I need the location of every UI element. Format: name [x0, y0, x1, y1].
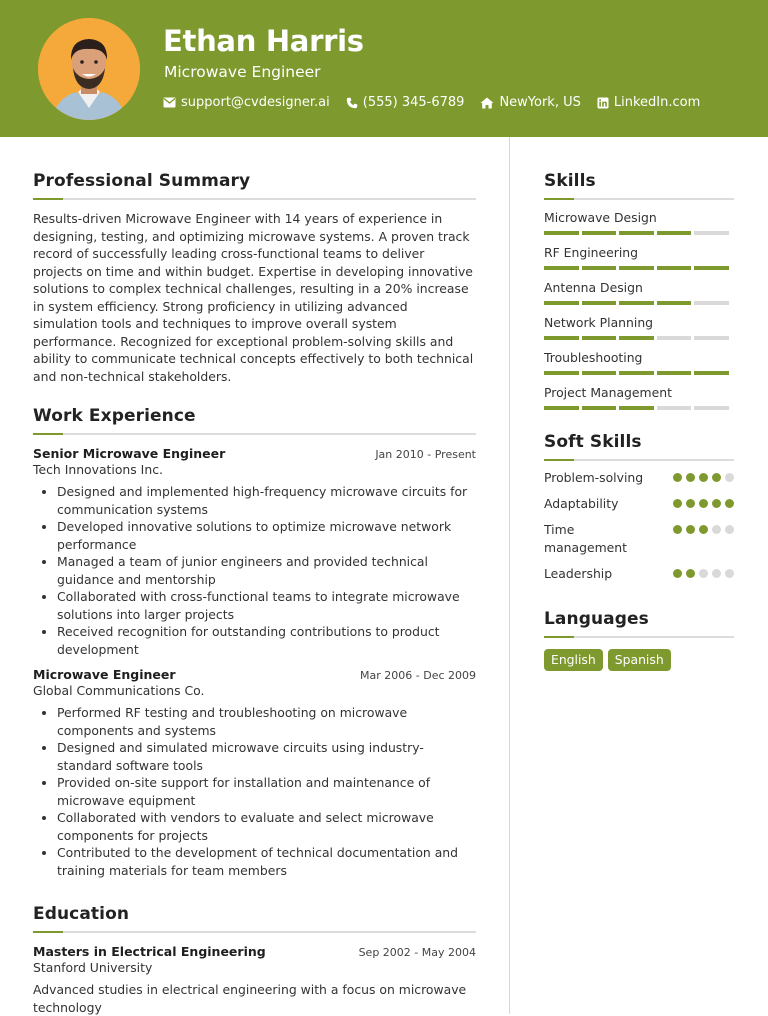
skill-level-segment	[619, 406, 654, 410]
soft-skill-name: Time management	[544, 522, 628, 555]
linkedin-icon	[597, 97, 609, 109]
skill-level-segment	[544, 406, 579, 410]
soft-skills-section	[544, 432, 734, 583]
school-name: Stanford University	[33, 960, 153, 975]
rating-dot	[673, 499, 682, 508]
soft-skill-rating	[673, 495, 734, 513]
contact-linkedin-text: LinkedIn.com	[613, 95, 701, 110]
list-item: • Collaborated with cross-functional teams to integrate microwave solutions into larger projects	[57, 588, 476, 623]
education-heading: Education	[33, 904, 130, 924]
skill-level-segment	[544, 266, 579, 270]
skill-level-segment	[657, 266, 692, 270]
rating-dot	[699, 525, 708, 534]
skill-level-segment	[694, 301, 729, 305]
languages-heading: Languages	[544, 609, 649, 629]
rating-dot	[699, 473, 708, 482]
skill-item	[544, 315, 734, 340]
rating-dot	[725, 499, 734, 508]
skill-level-segment	[619, 231, 654, 235]
skills-list	[544, 210, 734, 410]
skill-level-segment	[657, 336, 692, 340]
section-rule	[544, 459, 734, 461]
skill-level-segment	[582, 266, 617, 270]
skill-level-segment	[582, 406, 617, 410]
rating-dot	[686, 525, 695, 534]
skill-level-segment	[694, 406, 729, 410]
skill-level-bar	[544, 301, 734, 305]
skill-level-segment	[694, 371, 729, 375]
soft-skill-rating	[673, 469, 734, 487]
rating-dot	[725, 473, 734, 482]
envelope-icon	[163, 97, 176, 108]
skill-level-segment	[619, 336, 654, 340]
experience-section	[33, 406, 476, 879]
skill-level-bar	[544, 371, 734, 375]
rating-dot	[686, 569, 695, 578]
job-company: Tech Innovations Inc.	[33, 462, 163, 477]
skill-item	[544, 350, 734, 375]
skill-level-segment	[544, 336, 579, 340]
soft-skills-heading: Soft Skills	[544, 432, 642, 452]
skill-level-bar	[544, 266, 734, 270]
language-tag: English	[544, 649, 603, 671]
rating-dot	[725, 569, 734, 578]
rating-dot	[673, 473, 682, 482]
rating-dot	[686, 473, 695, 482]
rating-dot	[686, 499, 695, 508]
language-tag: Spanish	[608, 649, 671, 671]
job-company: Global Communications Co.	[33, 683, 205, 698]
skill-level-segment	[619, 266, 654, 270]
contact-email[interactable]	[163, 95, 330, 110]
skill-level-bar	[544, 336, 734, 340]
rating-dot	[712, 525, 721, 534]
list-item: • Designed and simulated microwave circuits using industry-standard software tools	[57, 739, 476, 774]
job-entry	[33, 446, 476, 658]
home-icon	[480, 97, 494, 109]
candidate-title: Microwave Engineer	[164, 63, 321, 81]
list-item: • Contributed to the development of technical documentation and training materials for team members	[57, 844, 476, 879]
skill-level-segment	[582, 371, 617, 375]
skills-heading: Skills	[544, 171, 596, 191]
soft-skill-rating	[673, 565, 734, 583]
education-description: Advanced studies in electrical engineering with a focus on microwave technology	[33, 982, 467, 1015]
skill-level-segment	[657, 301, 692, 305]
profile-photo	[38, 18, 140, 120]
degree-title: Masters in Electrical Engineering	[33, 944, 266, 959]
skill-name: Troubleshooting	[544, 350, 643, 365]
list-item: • Performed RF testing and troubleshooting on microwave components and systems	[57, 704, 476, 739]
avatar	[38, 18, 140, 120]
skill-item	[544, 385, 734, 410]
job-title: Senior Microwave Engineer	[33, 446, 226, 461]
section-rule	[33, 433, 476, 435]
rating-dot	[699, 499, 708, 508]
education-section	[33, 904, 476, 1016]
skill-name: Microwave Design	[544, 210, 657, 225]
skill-level-segment	[544, 371, 579, 375]
experience-heading: Work Experience	[33, 406, 196, 426]
list-item: • Collaborated with vendors to evaluate and select microwave components for projects	[57, 809, 476, 844]
job-bullets	[33, 483, 476, 658]
phone-icon	[346, 97, 358, 109]
education-entry	[33, 944, 476, 1016]
contact-bar	[163, 95, 700, 110]
skill-level-segment	[694, 231, 729, 235]
candidate-name: Ethan Harris	[163, 24, 364, 58]
job-entry	[33, 667, 476, 879]
skill-level-segment	[582, 231, 617, 235]
contact-phone[interactable]	[346, 95, 465, 110]
rating-dot	[725, 525, 734, 534]
rating-dot	[699, 569, 708, 578]
skill-level-segment	[544, 301, 579, 305]
skill-level-segment	[657, 406, 692, 410]
rating-dot	[673, 569, 682, 578]
summary-text: Results-driven Microwave Engineer with 14 years of experience in designing, testing, and optimizing microwave systems. A proven track record of successfully leading cross-functional teams to deliver projects on time and within budget. Expertise in developing innovative solutions to complex technical challenges, resulting in a 20% increase in system efficiency. Strong proficiency in utilizing advanced simulation tools and techniques to improve overall system performance. Recognized for exceptional problem-solving skills and ability to communicate technical concepts effectively to both technical and non-technical stakeholders.	[33, 211, 474, 384]
job-bullets	[33, 704, 476, 879]
skill-name: RF Engineering	[544, 245, 639, 260]
soft-skill-item	[544, 565, 734, 583]
soft-skill-item	[544, 495, 734, 513]
soft-skill-name: Leadership	[544, 566, 613, 581]
soft-skill-name: Problem-solving	[544, 470, 644, 485]
skill-level-bar	[544, 231, 734, 235]
soft-skill-rating	[673, 521, 734, 557]
education-date: Sep 2002 - May 2004	[358, 946, 476, 959]
job-title: Microwave Engineer	[33, 667, 176, 682]
skill-level-segment	[582, 336, 617, 340]
main-column	[33, 137, 476, 1016]
list-item: • Developed innovative solutions to optimize microwave network performance	[57, 518, 476, 553]
resume-header	[0, 0, 768, 137]
skill-level-segment	[619, 371, 654, 375]
skill-item	[544, 280, 734, 305]
section-rule	[33, 198, 476, 200]
rating-dot	[712, 569, 721, 578]
skill-item	[544, 245, 734, 270]
skill-item	[544, 210, 734, 235]
contact-location	[480, 95, 580, 110]
languages-list	[544, 649, 734, 671]
soft-skill-item	[544, 469, 734, 487]
skill-level-segment	[694, 266, 729, 270]
column-divider	[509, 137, 510, 1014]
contact-phone-text: (555) 345-6789	[362, 95, 465, 110]
contact-email-text: support@cvdesigner.ai	[181, 95, 330, 110]
skill-level-segment	[544, 231, 579, 235]
skill-level-segment	[619, 301, 654, 305]
languages-section	[544, 609, 734, 671]
section-rule	[544, 198, 734, 200]
job-date: Mar 2006 - Dec 2009	[360, 669, 476, 682]
skill-level-segment	[694, 336, 729, 340]
job-date: Jan 2010 - Present	[375, 448, 476, 461]
soft-skill-name: Adaptability	[544, 496, 619, 511]
skill-name: Antenna Design	[544, 280, 643, 295]
skill-name: Network Planning	[544, 315, 654, 330]
soft-skills-list	[544, 469, 734, 583]
list-item: • Managed a team of junior engineers and provided technical guidance and mentorship	[57, 553, 476, 588]
summary-section	[33, 171, 476, 385]
contact-linkedin[interactable]	[597, 95, 700, 110]
rating-dot	[712, 499, 721, 508]
skill-name: Project Management	[544, 385, 672, 400]
rating-dot	[673, 525, 682, 534]
summary-heading: Professional Summary	[33, 171, 251, 191]
soft-skill-item	[544, 521, 734, 557]
skill-level-segment	[657, 371, 692, 375]
contact-location-text: NewYork, US	[499, 95, 581, 110]
rating-dot	[712, 473, 721, 482]
list-item: • Designed and implemented high-frequency microwave circuits for communication systems	[57, 483, 476, 518]
skill-level-bar	[544, 406, 734, 410]
list-item: • Provided on-site support for installation and maintenance of microwave equipment	[57, 774, 476, 809]
section-rule	[33, 931, 476, 933]
skills-section	[544, 171, 734, 410]
skill-level-segment	[657, 231, 692, 235]
skill-level-segment	[582, 301, 617, 305]
sidebar-column	[544, 137, 734, 671]
list-item: • Received recognition for outstanding contributions to product development	[57, 623, 476, 658]
section-rule	[544, 636, 734, 638]
